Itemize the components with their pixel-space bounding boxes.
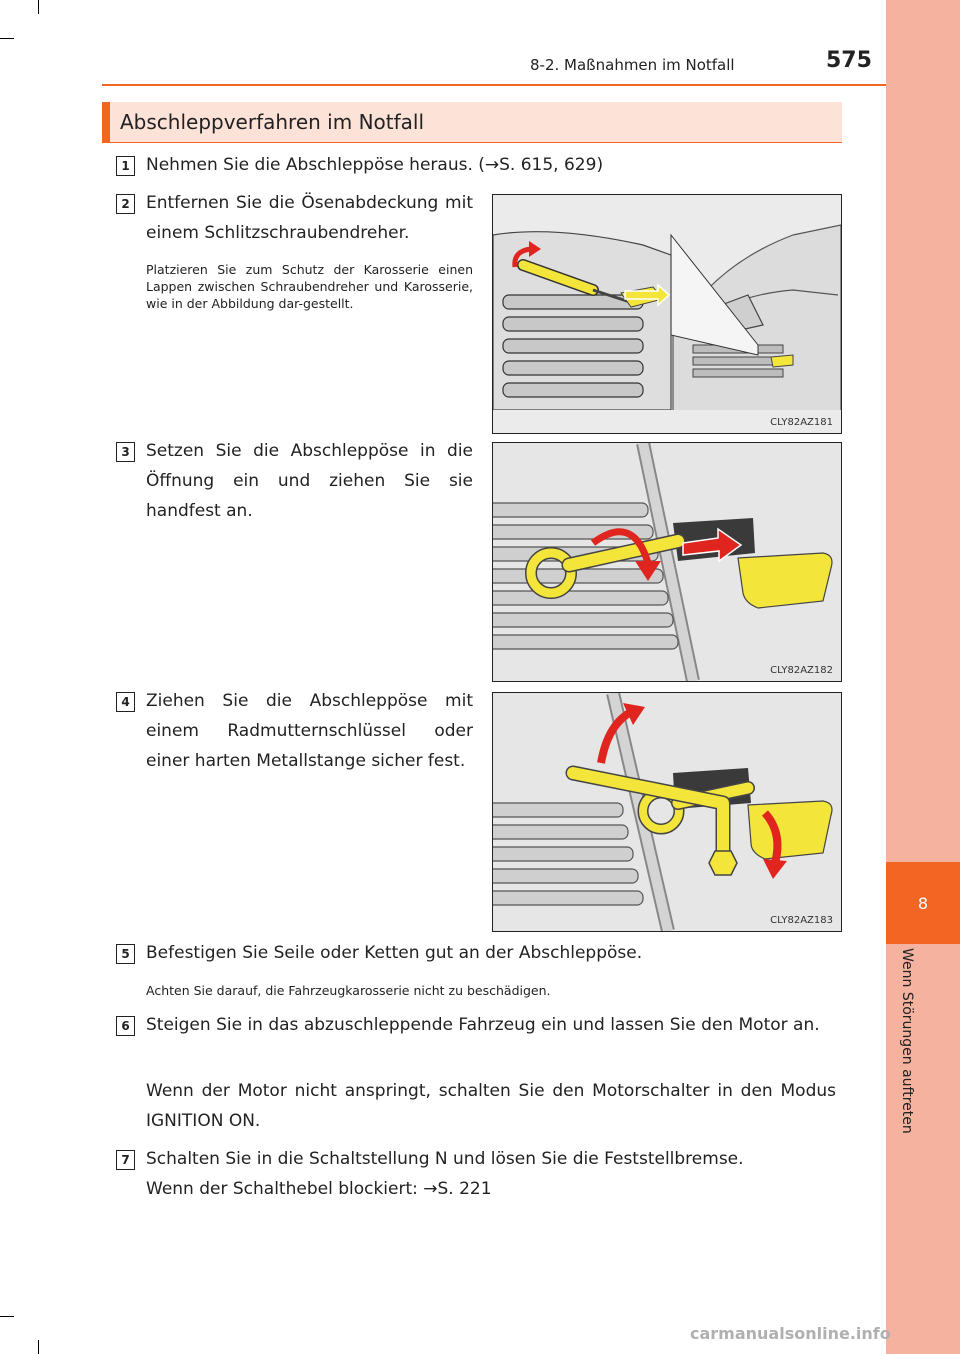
step-6-text: Steigen Sie in das abzuschleppende Fahrzeug ein und lassen Sie den Motor an. <box>146 1015 820 1035</box>
figure-code-181: CLY82AZ181 <box>770 417 833 428</box>
step-2-note: Platzieren Sie zum Schutz der Karosserie einen Lappen zwischen Schraubendreher und Karosserie, wie in der Abbildung dar-gestellt. <box>146 262 473 311</box>
section-title: Abschleppverfahren im Notfall <box>120 110 425 134</box>
figure-remove-cover <box>492 194 842 434</box>
chapter-tab-number: 8 <box>917 893 929 913</box>
watermark: carmanualsonline.info <box>690 1324 891 1343</box>
chapter-tab[interactable] <box>886 862 960 944</box>
figure-code-183: CLY82AZ183 <box>770 915 833 926</box>
step-1-text: Nehmen Sie die Abschleppöse heraus. (→S. 615, 629) <box>146 155 604 175</box>
step-number-5: 5 <box>116 944 135 964</box>
step-number-4: 4 <box>116 692 135 712</box>
step-5-text: Befestigen Sie Seile oder Ketten gut an der Abschleppöse. <box>146 943 643 963</box>
chapter-side-label: Wenn Störungen auftreten <box>899 948 915 1134</box>
page-number: 575 <box>826 48 872 73</box>
section-accent <box>102 102 110 142</box>
section-underline <box>102 142 842 143</box>
figure-code-182: CLY82AZ182 <box>770 665 833 676</box>
step-number-1: 1 <box>116 156 135 176</box>
figure-insert-eye <box>492 442 842 682</box>
header-rule <box>102 84 886 86</box>
step-number-2: 2 <box>116 194 135 214</box>
figure-tighten-eye <box>492 692 842 932</box>
step-number-7: 7 <box>116 1150 135 1170</box>
step-7-text-2: Wenn der Schalthebel blockiert: →S. 221 <box>146 1179 492 1199</box>
figure-remove-cover-drawing <box>493 195 841 433</box>
step-number-6: 6 <box>116 1016 135 1036</box>
step-7-text: Schalten Sie in die Schaltstellung N und lösen Sie die Feststellbremse. <box>146 1149 744 1169</box>
figure-tighten-eye-drawing <box>493 693 841 931</box>
step-3-text: Setzen Sie die Abschleppöse in die Öffnung ein und ziehen Sie sie handfest an. <box>146 441 473 521</box>
figure-insert-eye-drawing <box>493 443 841 681</box>
step-6-text-2: Wenn der Motor nicht anspringt, schalten Sie den Motorschalter in den Modus IGNITION ON. <box>146 1081 836 1131</box>
chapter-heading: 8-2. Maßnahmen im Notfall <box>530 56 735 74</box>
step-number-3: 3 <box>116 442 135 462</box>
step-2-text: Entfernen Sie die Ösenabdeckung mit einem Schlitzschraubendreher. <box>146 193 473 243</box>
step-5-note: Achten Sie darauf, die Fahrzeugkarosserie nicht zu beschädigen. <box>146 983 551 998</box>
step-4-text: Ziehen Sie die Abschleppöse mit einem Radmutternschlüssel oder einer harten Metallstange sicher fest. <box>146 691 473 771</box>
